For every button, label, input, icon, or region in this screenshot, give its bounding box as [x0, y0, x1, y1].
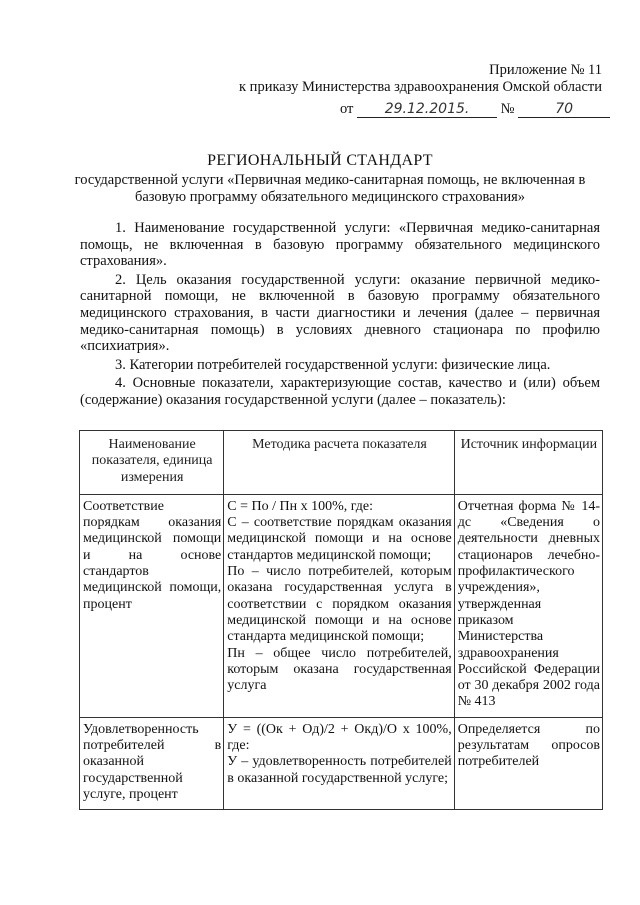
indicator-name-cell: Удовлетворенность потребителей в оказанной государственной услуге, процент [80, 717, 224, 809]
indicator-name-cell: Соответствие порядкам оказания медицинской помощи и на основе стандартов медицинской помощи, процент [80, 494, 224, 717]
from-label: от [340, 101, 354, 117]
paragraph-service-name: 1. Наименование государственной услуги: «Первичная медико-санитарная помощь, не включенная в базовую программу обязательного медицинского страхования». [80, 220, 600, 270]
handwritten-order-number: 70 [518, 101, 610, 118]
table-row [80, 494, 603, 717]
appendix-order-reference: к приказу Министерства здравоохранения Омской области [239, 79, 602, 95]
document-title: РЕГИОНАЛЬНЫЙ СТАНДАРТ [207, 152, 433, 169]
paragraph-indicators: 4. Основные показатели, характеризующие состав, качество и (или) объем (содержание) оказания государственной услуги (далее – показатель): [80, 375, 600, 408]
document-subtitle: государственной услуги «Первичная медико-санитарная помощь, не включенная в базовую программу обязательного медицинского страхования» [74, 172, 586, 205]
table-row [80, 717, 603, 809]
method-line: С – соответствие порядкам оказания медицинской помощи и на основе стандартов медицинской помощи; [227, 515, 452, 563]
source-cell: Определяется по результатам опросов потребителей [454, 717, 602, 809]
number-label: № [500, 101, 515, 117]
method-line: По – число потребителей, которым оказана государственная услуга в соответствии с порядком оказания медицинской помощи и на основе стандарта медицинской помощи; [227, 564, 452, 645]
paragraph-service-goal: 2. Цель оказания государственной услуги: оказание первичной медико-санитарной помощи, не включенной в базовую программу обязательного медицинского страхования, в части диагностики и лечения (далее – первичная медико-санитарная помощь) в условиях дневного стационара по профилю «психиатрия». [80, 271, 600, 355]
method-line: Пн – общее число потребителей, которым оказана государственная услуга [227, 645, 452, 694]
document-body [80, 220, 600, 409]
order-date-number-row [340, 101, 610, 118]
appendix-header [239, 62, 602, 96]
handwritten-date: 29.12.2015. [357, 101, 497, 118]
column-header-method: Методика расчета показателя [224, 431, 454, 495]
method-cell [224, 494, 454, 717]
column-header-source: Источник информации [454, 431, 602, 495]
source-cell: Отчетная форма № 14-дс «Сведения о деятельности дневных стационаров лечебно-профилактического учреждения», утвержденная приказом Министерства здравоохранения Российской Федерации от 30 декабря 2002 года № 413 [454, 494, 602, 717]
paragraph-consumer-categories: 3. Категории потребителей государственной услуги: физические лица. [115, 356, 551, 373]
column-header-indicator: Наименование показателя, единица измерения [80, 431, 224, 495]
indicators-table [79, 430, 603, 810]
method-formula: С = По / Пн х 100%, где: [227, 498, 374, 514]
table-header-row [80, 431, 603, 495]
method-cell [224, 717, 454, 809]
method-line: У – удовлетворенность потребителей в оказанной государственной услуге; [227, 754, 452, 786]
method-formula: У = ((Ок + Од)/2 + Окд)/О х 100%, где: [227, 721, 452, 754]
appendix-number: Приложение № 11 [489, 62, 602, 78]
